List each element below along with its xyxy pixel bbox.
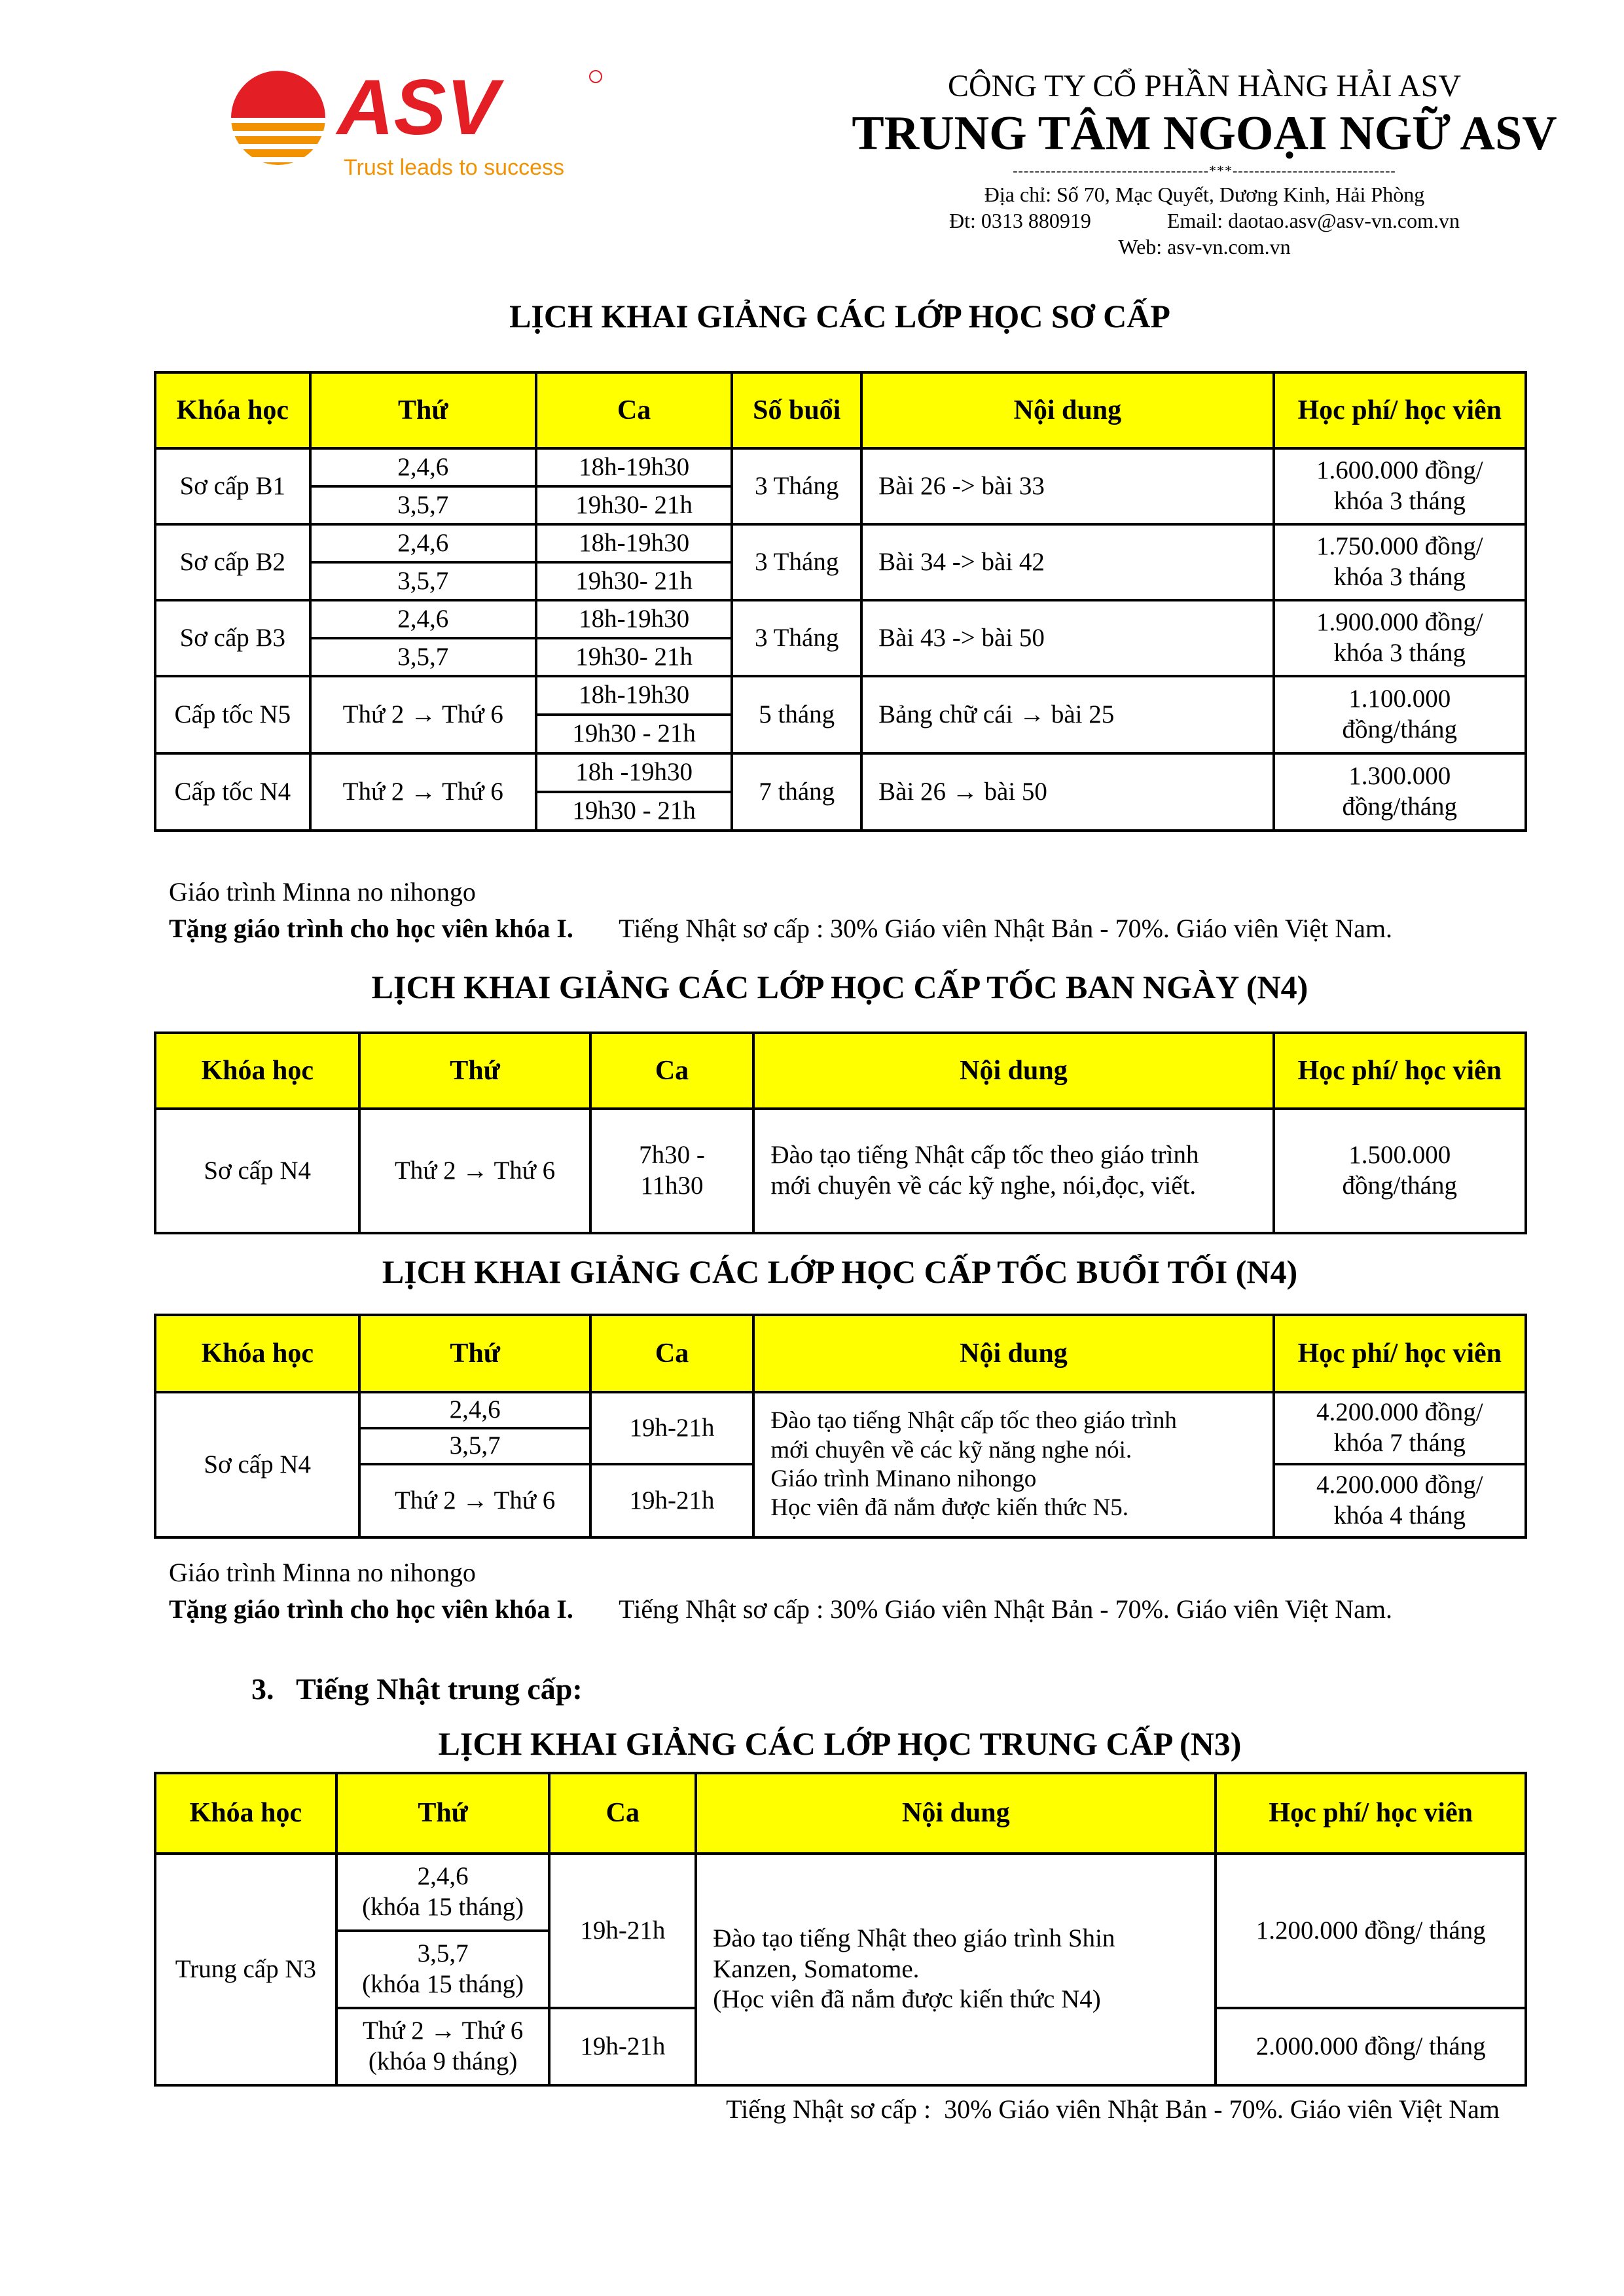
table4-title: LỊCH KHAI GIẢNG CÁC LỚP HỌC TRUNG CẤP (N3): [438, 1725, 1242, 1762]
days-cell: [336, 1931, 550, 2008]
fee-period: đồng/tháng: [1342, 793, 1458, 821]
header-cell: Ca: [549, 1773, 696, 1854]
divider: ------------------------------------***------------------------------: [1013, 162, 1396, 179]
table-header-row: [155, 1773, 1526, 1854]
fee-period: khóa 3 tháng: [1333, 563, 1466, 591]
fee-cell: 1.200.000 đồng/ tháng: [1216, 1854, 1526, 2008]
gift-note: Tặng giáo trình cho học viên khóa I.: [169, 914, 573, 943]
fee-cell: [1274, 524, 1526, 600]
table-row: [155, 676, 1526, 715]
fee-amount: 1.100.000: [1348, 685, 1451, 713]
content-cell: Bài 43 -> bài 50: [861, 600, 1273, 676]
content-line: mới chuyên về các kỹ năng nghe nói.: [770, 1436, 1132, 1463]
fee-cell: [1274, 1392, 1526, 1464]
fee-amount: 1.750.000 đồng/: [1316, 532, 1483, 561]
header-cell: Học phí/ học viên: [1274, 1033, 1526, 1109]
header-cell: Học phí/ học viên: [1274, 372, 1526, 448]
shift-cell: 18h-19h30: [536, 600, 732, 638]
days-cell: Thứ 2 → Thứ 6: [310, 676, 536, 753]
shift-cell: [590, 1109, 754, 1233]
table-header-row: [155, 1315, 1526, 1392]
header-cell: Ca: [590, 1033, 754, 1109]
header-cell: Khóa học: [155, 1315, 359, 1392]
header-cell: Số buổi: [732, 372, 861, 448]
fee-period: khóa 4 tháng: [1333, 1501, 1466, 1530]
shift-cell: 19h-21h: [590, 1464, 754, 1537]
content-cell: Bài 26 → bài 50: [861, 753, 1273, 831]
header-cell: Ca: [536, 372, 732, 448]
days-value: Thứ 2 → Thứ 6: [363, 2017, 524, 2045]
shift-end: 11h30: [640, 1172, 704, 1200]
table-row: [155, 1392, 1526, 1428]
shift-cell: 18h-19h30: [536, 676, 732, 715]
header-cell: Khóa học: [155, 1033, 359, 1109]
content-line: (Học viên đã nắm được kiến thức N4): [713, 1985, 1101, 2014]
shift-cell: 18h-19h30: [536, 524, 732, 562]
days-cell: 3,5,7: [310, 638, 536, 676]
days-cell: Thứ 2 → Thứ 6: [359, 1109, 590, 1233]
shift-start: 7h30 -: [639, 1141, 705, 1170]
table-row: [155, 1109, 1526, 1233]
header-cell: Thứ: [359, 1315, 590, 1392]
duration-cell: 7 tháng: [732, 753, 861, 831]
days-cell: 2,4,6: [310, 600, 536, 638]
course-cell: Sơ cấp B1: [155, 448, 310, 524]
days-cell: 2,4,6: [310, 524, 536, 562]
content-line: Đào tạo tiếng Nhật cấp tốc theo giáo trình: [770, 1407, 1177, 1435]
shift-cell: 19h30- 21h: [536, 562, 732, 600]
duration-cell: 5 tháng: [732, 676, 861, 753]
days-cell: Thứ 2 → Thứ 6: [359, 1464, 590, 1537]
days-cell: 2,4,6: [310, 448, 536, 486]
table-row: [155, 524, 1526, 562]
duration-cell: 3 Tháng: [732, 524, 861, 600]
table-header-row: [155, 372, 1526, 448]
duration-cell: 3 Tháng: [732, 448, 861, 524]
days-value: 2,4,6: [417, 1862, 469, 1891]
shift-cell: 19h-21h: [549, 1854, 696, 2008]
fee-period: khóa 3 tháng: [1333, 639, 1466, 667]
duration-cell: 3 Tháng: [732, 600, 861, 676]
fee-amount: 4.200.000 đồng/: [1316, 1398, 1483, 1427]
content-line: mới chuyên về các kỹ nghe, nói,đọc, viết.: [770, 1172, 1197, 1200]
course-cell: Sơ cấp B3: [155, 600, 310, 676]
header-cell: Khóa học: [155, 1773, 336, 1854]
shift-cell: 18h-19h30: [536, 448, 732, 486]
shift-cell: 19h-21h: [549, 2008, 696, 2085]
fee-amount: 1.300.000: [1348, 762, 1451, 791]
table-row: [155, 600, 1526, 638]
asv-logo: [229, 62, 648, 183]
course-length: (khóa 9 tháng): [368, 2047, 518, 2075]
teacher-ratio-note: Tiếng Nhật sơ cấp : 30% Giáo viên Nhật Bản - 70%. Giáo viên Việt Nam.: [619, 914, 1393, 943]
table1-title: LỊCH KHAI GIẢNG CÁC LỚP HỌC SƠ CẤP: [509, 298, 1170, 334]
days-cell: 3,5,7: [359, 1428, 590, 1464]
days-value: 3,5,7: [417, 1939, 469, 1968]
days-cell: Thứ 2 → Thứ 6: [310, 753, 536, 831]
header-cell: Ca: [590, 1315, 754, 1392]
content-line: Giáo trình Minano nihongo: [770, 1465, 1037, 1492]
table-row: [155, 448, 1526, 486]
table3-title: LỊCH KHAI GIẢNG CÁC LỚP HỌC CẤP TỐC BUỔI TỐI (N4): [382, 1253, 1298, 1290]
content-cell: Bảng chữ cái → bài 25: [861, 676, 1273, 753]
fee-amount: 1.500.000: [1348, 1141, 1451, 1170]
gift-note-line: [169, 1594, 1392, 1624]
header-cell: Thứ: [336, 1773, 550, 1854]
course-cell: Cấp tốc N5: [155, 676, 310, 753]
asv-logo-mark: [229, 62, 648, 183]
fee-cell: [1274, 448, 1526, 524]
days-cell: 3,5,7: [310, 562, 536, 600]
fee-amount: 1.600.000 đồng/: [1316, 456, 1483, 485]
fee-amount: 4.200.000 đồng/: [1316, 1471, 1483, 1499]
header-cell: Nội dung: [861, 372, 1273, 448]
shift-cell: 19h30 - 21h: [536, 792, 732, 831]
table2-title: LỊCH KHAI GIẢNG CÁC LỚP HỌC CẤP TỐC BAN NGÀY (N4): [371, 969, 1308, 1005]
content-line: Kanzen, Somatome.: [713, 1954, 920, 1983]
email[interactable]: Email: daotao.asv@asv-vn.com.vn: [1166, 209, 1460, 232]
table-row: [155, 1854, 1526, 1931]
content-line: Đào tạo tiếng Nhật theo giáo trình Shin: [713, 1924, 1115, 1952]
course-cell: Sơ cấp N4: [155, 1109, 359, 1233]
course-cell: Sơ cấp B2: [155, 524, 310, 600]
fee-cell: [1274, 753, 1526, 831]
course-cell: Sơ cấp N4: [155, 1392, 359, 1537]
intermediate-schedule-table: [154, 1772, 1527, 2087]
content-cell: [753, 1392, 1273, 1537]
header-cell: Học phí/ học viên: [1274, 1315, 1526, 1392]
teacher-ratio-note: Tiếng Nhật sơ cấp : 30% Giáo viên Nhật Bản - 70%. Giáo viên Việt Nam.: [619, 1594, 1393, 1624]
fee-cell: 2.000.000 đồng/ tháng: [1216, 2008, 1526, 2085]
header-cell: Nội dung: [753, 1315, 1273, 1392]
gift-note: Tặng giáo trình cho học viên khóa I.: [169, 1594, 573, 1624]
textbook-note: Giáo trình Minna no nihongo: [169, 877, 476, 906]
phone: Đt: 0313 880919: [948, 209, 1091, 232]
days-cell: 3,5,7: [310, 486, 536, 524]
fee-period: khóa 3 tháng: [1333, 487, 1466, 515]
days-cell: [336, 1854, 550, 1931]
header-cell: Thứ: [359, 1033, 590, 1109]
header-cell: Thứ: [310, 372, 536, 448]
fee-period: đồng/tháng: [1342, 715, 1458, 744]
course-cell: Trung cấp N3: [155, 1854, 336, 2085]
beginner-schedule-table: [154, 371, 1527, 832]
header-cell: Học phí/ học viên: [1216, 1773, 1526, 1854]
company-name: CÔNG TY CỔ PHẦN HÀNG HẢI ASV: [947, 69, 1462, 103]
table-row: [155, 753, 1526, 792]
fee-amount: 1.900.000 đồng/: [1316, 608, 1483, 637]
fee-period: đồng/tháng: [1342, 1172, 1457, 1200]
shift-cell: 19h30 - 21h: [536, 715, 732, 753]
shift-cell: 18h -19h30: [536, 753, 732, 792]
header-cell: Nội dung: [696, 1773, 1216, 1854]
shift-cell: 19h30- 21h: [536, 638, 732, 676]
address: Địa chỉ: Số 70, Mạc Quyết, Dương Kinh, Hải Phòng: [984, 183, 1425, 206]
course-cell: Cấp tốc N4: [155, 753, 310, 831]
content-cell: Bài 34 -> bài 42: [861, 524, 1273, 600]
days-cell: 2,4,6: [359, 1392, 590, 1428]
evening-intensive-table: [154, 1314, 1527, 1539]
teacher-ratio-note: Tiếng Nhật sơ cấp : 30% Giáo viên Nhật Bản - 70%. Giáo viên Việt Nam: [726, 2094, 1500, 2124]
website[interactable]: Web: asv-vn.com.vn: [1118, 235, 1291, 259]
content-cell: [753, 1109, 1273, 1233]
logo-tagline: Trust leads to success: [344, 155, 564, 180]
textbook-note: Giáo trình Minna no nihongo: [169, 1558, 476, 1587]
content-cell: [696, 1854, 1216, 2085]
course-length: (khóa 15 tháng): [362, 1893, 524, 1921]
table-header-row: [155, 1033, 1526, 1109]
header-cell: Khóa học: [155, 372, 310, 448]
fee-cell: [1274, 676, 1526, 753]
header-cell: Nội dung: [753, 1033, 1273, 1109]
center-name: TRUNG TÂM NGOẠI NGỮ ASV: [852, 107, 1557, 160]
section-heading: 3. Tiếng Nhật trung cấp:: [251, 1672, 583, 1706]
content-line: Đào tạo tiếng Nhật cấp tốc theo giáo trình: [770, 1141, 1199, 1170]
content-cell: Bài 26 -> bài 33: [861, 448, 1273, 524]
shift-cell: 19h-21h: [590, 1392, 754, 1464]
fee-cell: [1274, 1109, 1526, 1233]
contact-line: [720, 209, 1624, 232]
gift-note-line: [169, 914, 1392, 944]
course-length: (khóa 15 tháng): [362, 1970, 524, 1998]
days-cell: [336, 2008, 550, 2085]
logo-wordmark: ASV: [337, 63, 499, 151]
fee-period: khóa 7 tháng: [1333, 1429, 1466, 1457]
content-line: Học viên đã nắm được kiến thức N5.: [770, 1494, 1129, 1522]
fee-cell: [1274, 1464, 1526, 1537]
fee-cell: [1274, 600, 1526, 676]
shift-cell: 19h30- 21h: [536, 486, 732, 524]
daytime-intensive-table: [154, 1031, 1527, 1234]
